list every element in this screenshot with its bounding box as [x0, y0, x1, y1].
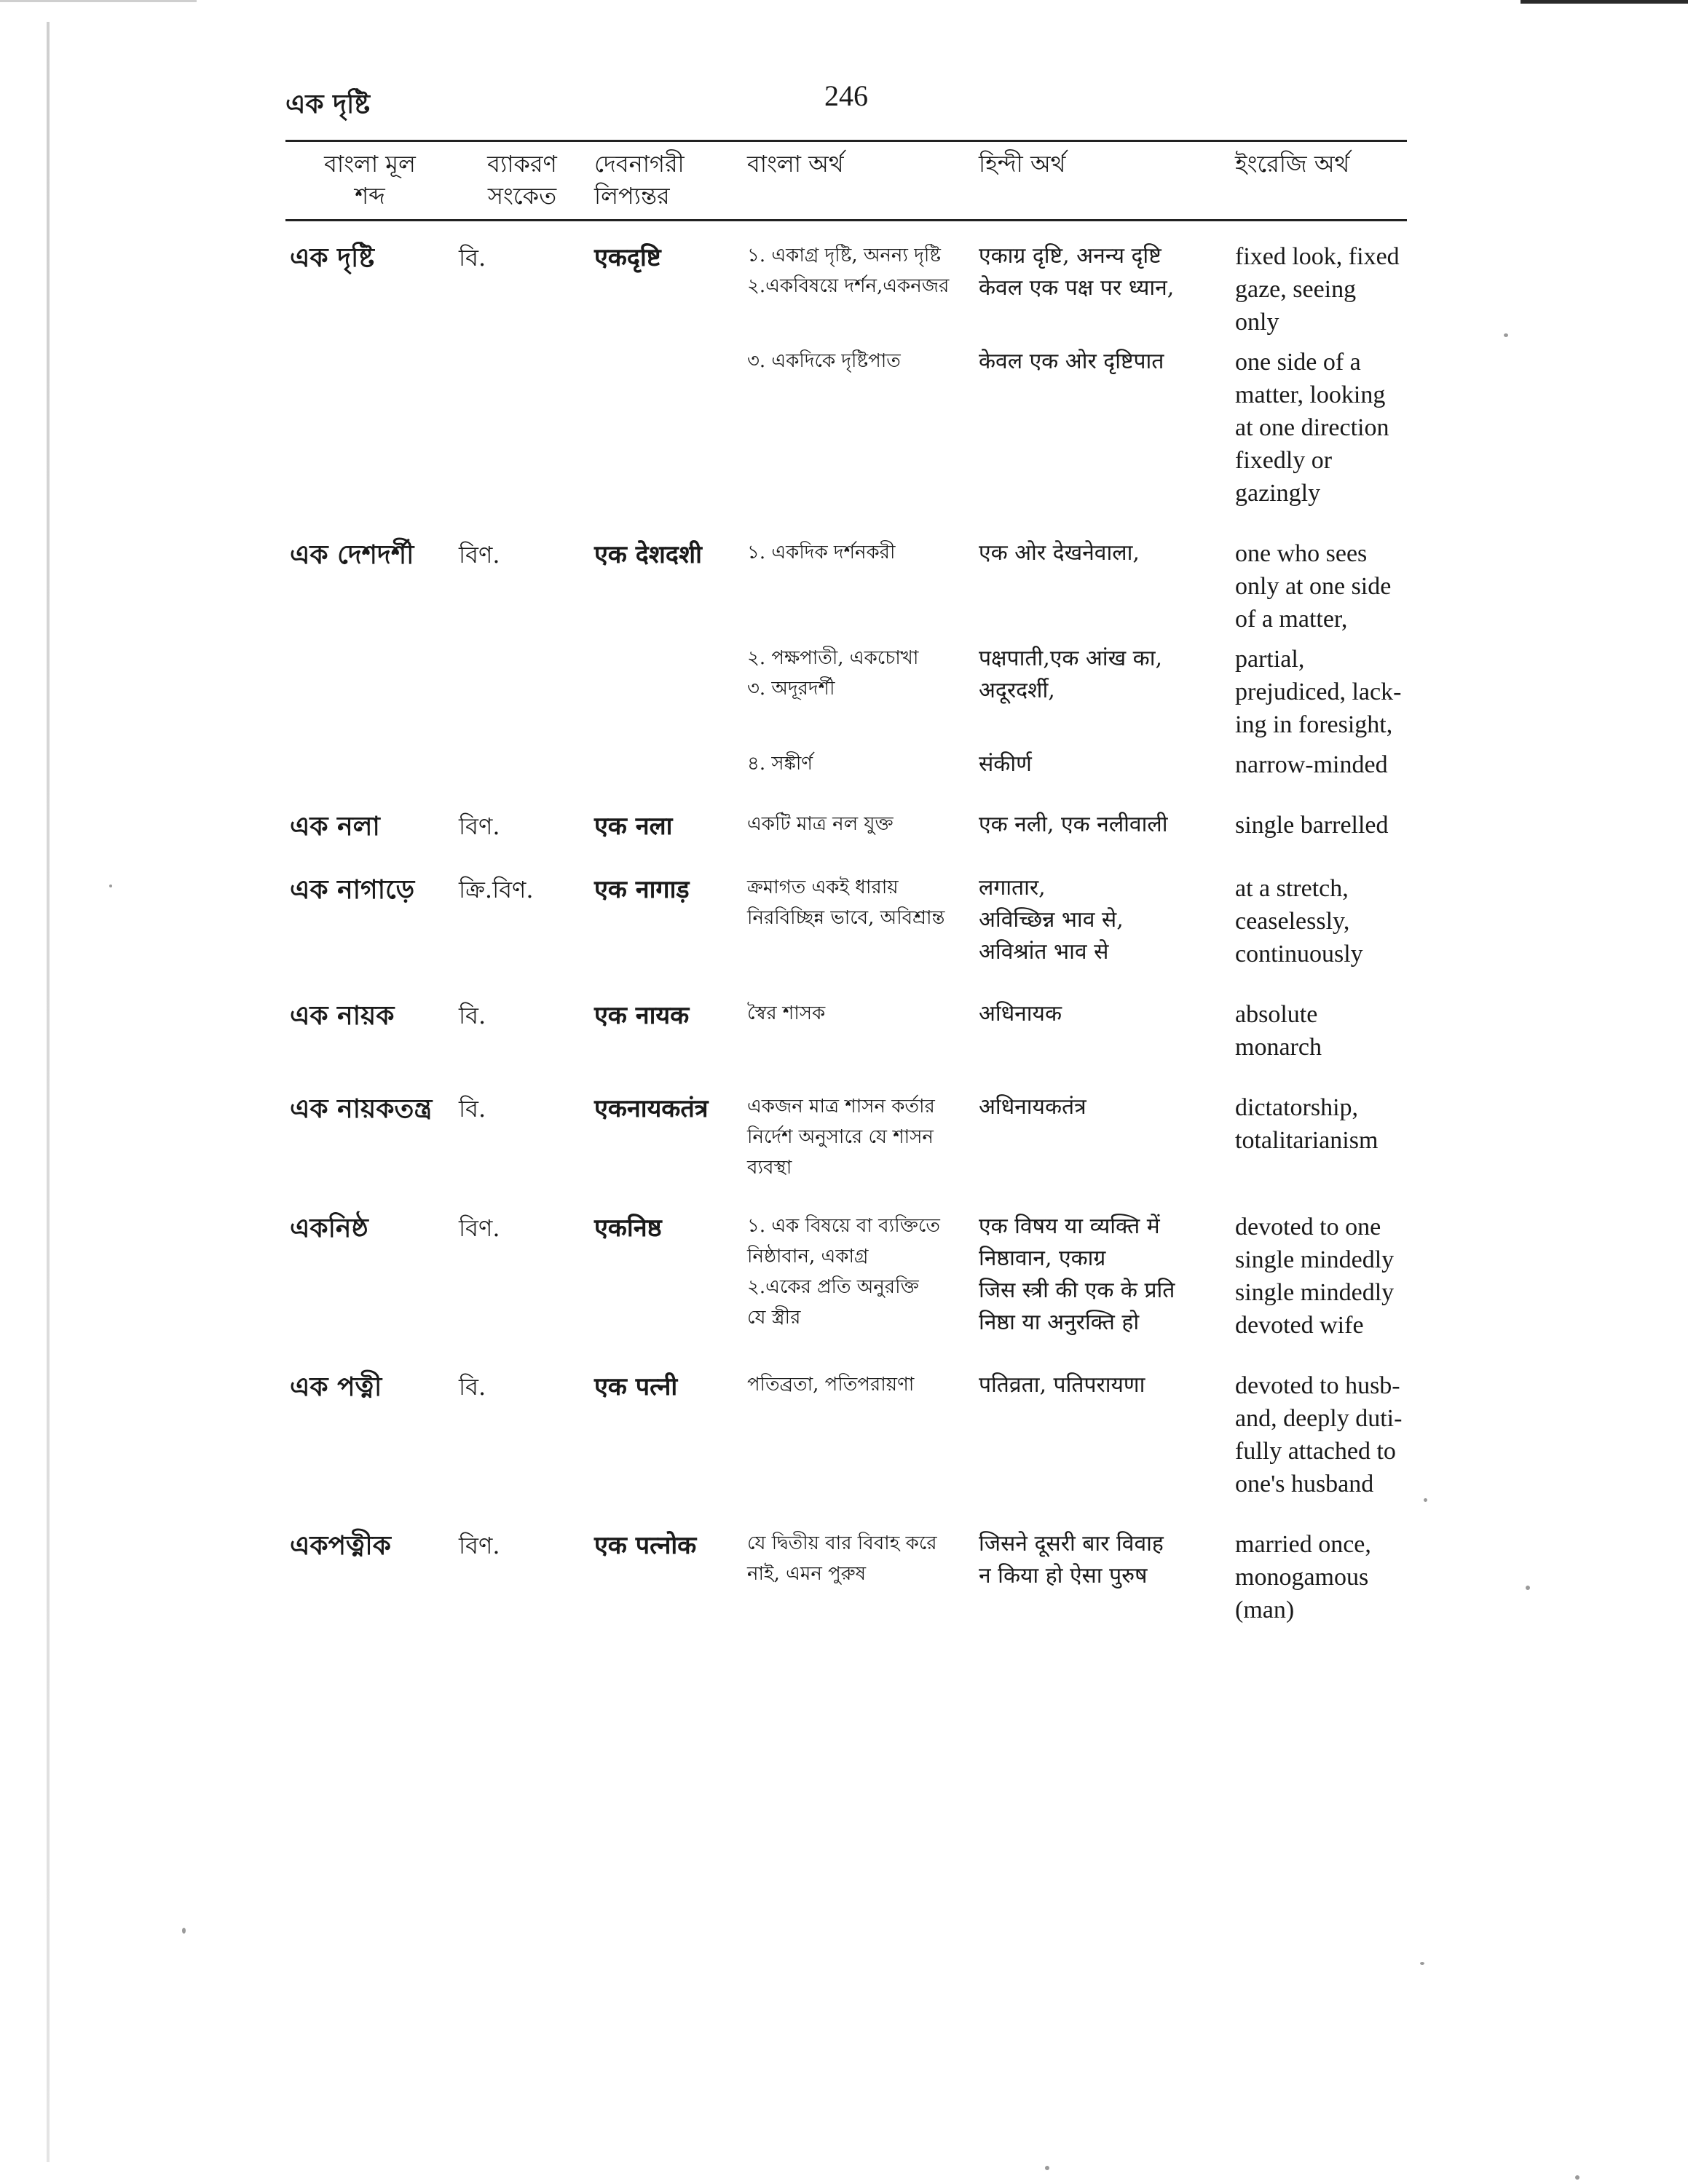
- table-row: [285, 1342, 1407, 1500]
- devanagari-transliteration: एक देशदशी: [594, 540, 702, 569]
- bengali-headword: এক নায়কতন্ত্র: [290, 1093, 433, 1124]
- bn-line: পতিব্রতা, পতিপরায়ণা: [747, 1374, 915, 1396]
- scan-speck: [1420, 1962, 1424, 1965]
- scan-speck: [1575, 2175, 1579, 2180]
- bn-line: ৪. সঙ্কীর্ণ: [747, 753, 813, 775]
- bn-line: ২.একের প্রতি অনুরক্তি: [747, 1276, 919, 1298]
- en-line: one's husband: [1235, 1471, 1374, 1497]
- hi-line: पक्षपाती,एक आंख का,: [979, 646, 1163, 671]
- bengali-headword-cell: [285, 510, 454, 636]
- column-header-hindi-meaning: হিন্দী অর্থ: [974, 141, 1231, 221]
- devanagari-transliteration: एक नायक: [594, 1001, 690, 1030]
- bn-line: ১. একদিক দর্শনকরী: [747, 542, 896, 563]
- english-meaning-cell: [1231, 1183, 1407, 1342]
- hi-line: न किया हो ऐसा पुरुष: [979, 1563, 1148, 1588]
- devanagari-cell: [590, 844, 743, 970]
- devanagari-cell: [590, 781, 743, 844]
- bengali-headword: এক নলা: [290, 811, 380, 842]
- table-row: [285, 1500, 1407, 1626]
- en-line: ceaselessly,: [1235, 908, 1350, 935]
- bengali-headword: এক নাগাড়ে: [290, 874, 415, 905]
- hi-line: अविच्छिन्न भाव से,: [979, 907, 1124, 933]
- grammar-label: বিণ.: [459, 1214, 500, 1242]
- bn-line: ১. এক বিষয়ে বা ব্যক্তিতে: [747, 1215, 940, 1237]
- bengali-headword: এক নায়ক: [290, 1000, 395, 1031]
- devanagari-cell: [590, 1064, 743, 1183]
- english-meaning-cell: [1231, 970, 1407, 1064]
- en-line: married once,: [1235, 1531, 1371, 1558]
- bengali-meaning-cell: [743, 741, 974, 781]
- hi-line: एक नली, एक नलीवाली: [979, 812, 1168, 837]
- hi-line: केवल एक ओर दृष्टिपात: [979, 349, 1164, 374]
- devanagari-cell: [590, 1183, 743, 1342]
- scan-edge-left: [47, 22, 50, 2162]
- en-line: fixedly or: [1235, 447, 1333, 474]
- grammar-cell: [454, 741, 590, 781]
- en-line: monarch: [1235, 1034, 1322, 1061]
- bengali-meaning-cell: [743, 1064, 974, 1183]
- en-line: one who sees: [1235, 540, 1368, 567]
- en-line: of a matter,: [1235, 606, 1348, 633]
- english-meaning-cell: [1231, 1500, 1407, 1626]
- hi-line: एकाग्र दृष्टि, अनन्य दृष्टि: [979, 243, 1162, 269]
- bengali-meaning-cell: [743, 1500, 974, 1626]
- hi-line: अदूरदर्शी,: [979, 678, 1055, 703]
- bengali-meaning-cell: [743, 970, 974, 1064]
- en-line: prejudiced, lack-: [1235, 678, 1402, 705]
- devanagari-cell: [590, 970, 743, 1064]
- en-line: fixed look, fixed: [1235, 243, 1400, 270]
- en-line: matter, looking: [1235, 381, 1386, 408]
- bengali-headword-cell: [285, 1064, 454, 1183]
- devanagari-cell: [590, 636, 743, 741]
- en-line: dictatorship,: [1235, 1094, 1359, 1121]
- en-line: monogamous: [1235, 1564, 1369, 1591]
- bengali-meaning-cell: [743, 844, 974, 970]
- grammar-label: বিণ.: [459, 1532, 500, 1559]
- bn-line: নির্দেশ অনুসারে যে শাসন: [747, 1126, 934, 1148]
- en-line: single mindedly: [1235, 1279, 1395, 1306]
- bengali-meaning-cell: [743, 1342, 974, 1500]
- devanagari-transliteration: एक नागाड़: [594, 875, 690, 904]
- grammar-cell: [454, 636, 590, 741]
- column-header-bengali-meaning: বাংলা অর্থ: [743, 141, 974, 221]
- hindi-meaning-cell: [974, 1500, 1231, 1626]
- hi-line: संकीर्ण: [979, 751, 1032, 777]
- devanagari-transliteration: एक पत्नी: [594, 1372, 678, 1401]
- scan-edge-top-left: [0, 0, 197, 2]
- bengali-meaning-cell: [743, 221, 974, 339]
- table-body: [285, 221, 1407, 1627]
- devanagari-cell: [590, 510, 743, 636]
- devanagari-cell: [590, 741, 743, 781]
- bengali-meaning-cell: [743, 510, 974, 636]
- bengali-headword-cell: [285, 1342, 454, 1500]
- grammar-cell: [454, 510, 590, 636]
- bengali-headword: এক দৃষ্টি: [290, 242, 374, 273]
- bengali-headword: একনিষ্ঠ: [290, 1213, 368, 1243]
- page-number: 246: [824, 79, 868, 112]
- bn-line: নিষ্ঠাবান, একাগ্র: [747, 1246, 869, 1267]
- grammar-cell: [454, 1500, 590, 1626]
- hi-line: निष्ठा या अनुरक्ति हो: [979, 1310, 1140, 1335]
- bn-line: ব্যবস্থা: [747, 1157, 792, 1179]
- bengali-meaning-cell: [743, 1183, 974, 1342]
- hi-line: पतिव्रता, पतिपरायणा: [979, 1372, 1145, 1398]
- en-line: gaze, seeing: [1235, 276, 1357, 303]
- en-line: at a stretch,: [1235, 875, 1349, 902]
- scan-speck: [1424, 1498, 1427, 1502]
- bengali-headword-cell: [285, 1183, 454, 1342]
- bn-line: ১. একাগ্র দৃষ্টি, অনন্য দৃষ্টি: [747, 245, 941, 266]
- dictionary-table: [285, 140, 1407, 1626]
- devanagari-transliteration: एक पत्नोक: [594, 1531, 697, 1560]
- hindi-meaning-cell: [974, 221, 1231, 339]
- english-meaning-cell: [1231, 741, 1407, 781]
- table-row: [285, 781, 1407, 844]
- grammar-cell: [454, 1342, 590, 1500]
- en-line: totalitarianism: [1235, 1127, 1379, 1154]
- bengali-headword-cell: [285, 636, 454, 741]
- hindi-meaning-cell: [974, 844, 1231, 970]
- grammar-label: বিণ.: [459, 812, 500, 840]
- devanagari-cell: [590, 339, 743, 510]
- bn-line: ২.একবিষয়ে দর্শন,একনজর: [747, 275, 950, 297]
- devanagari-cell: [590, 1342, 743, 1500]
- en-line: devoted to one: [1235, 1214, 1381, 1241]
- en-line: absolute: [1235, 1001, 1318, 1028]
- grammar-cell: [454, 221, 590, 339]
- english-meaning-cell: [1231, 1342, 1407, 1500]
- en-line: (man): [1235, 1597, 1295, 1623]
- bengali-headword-cell: [285, 741, 454, 781]
- hi-line: लगातार,: [979, 875, 1046, 901]
- en-line: narrow-minded: [1235, 751, 1388, 778]
- hi-line: अविश्रांत भाव से: [979, 939, 1109, 965]
- en-line: only: [1235, 309, 1279, 336]
- bengali-headword: এক দেশদর্শী: [290, 539, 414, 570]
- bengali-headword-cell: [285, 339, 454, 510]
- bn-line: যে দ্বিতীয় বার বিবাহ করে: [747, 1532, 937, 1554]
- devanagari-transliteration: एकनायकतंत्र: [594, 1094, 709, 1123]
- en-line: only at one side: [1235, 573, 1392, 600]
- hi-line: एक विषय या व्यक्ति में: [979, 1214, 1160, 1239]
- en-line: single mindedly: [1235, 1246, 1395, 1273]
- table-row: [285, 510, 1407, 636]
- bengali-headword-cell: [285, 970, 454, 1064]
- table-row-sense: [285, 741, 1407, 781]
- grammar-label: বি.: [459, 1095, 486, 1123]
- english-meaning-cell: [1231, 510, 1407, 636]
- grammar-cell: [454, 781, 590, 844]
- hindi-meaning-cell: [974, 781, 1231, 844]
- hi-line: अधिनायकतंत्र: [979, 1094, 1086, 1120]
- bengali-headword-cell: [285, 221, 454, 339]
- column-header-english-meaning: ইংরেজি অর্থ: [1231, 141, 1407, 221]
- grammar-label: বি.: [459, 244, 486, 272]
- table-row-sense: [285, 339, 1407, 510]
- english-meaning-cell: [1231, 781, 1407, 844]
- hindi-meaning-cell: [974, 339, 1231, 510]
- table-row: [285, 1183, 1407, 1342]
- english-meaning-cell: [1231, 636, 1407, 741]
- table-row: [285, 221, 1407, 339]
- en-line: at one direction: [1235, 414, 1389, 441]
- bn-line: নাই, এমন পুরুষ: [747, 1563, 867, 1585]
- grammar-label: বি.: [459, 1373, 486, 1401]
- en-line: devoted wife: [1235, 1312, 1364, 1339]
- grammar-cell: [454, 970, 590, 1064]
- en-line: continuously: [1235, 941, 1363, 968]
- hindi-meaning-cell: [974, 636, 1231, 741]
- bengali-meaning-cell: [743, 781, 974, 844]
- hindi-meaning-cell: [974, 1064, 1231, 1183]
- hindi-meaning-cell: [974, 741, 1231, 781]
- bengali-meaning-cell: [743, 636, 974, 741]
- scan-speck: [1526, 1586, 1530, 1590]
- english-meaning-cell: [1231, 844, 1407, 970]
- grammar-label: বি.: [459, 1002, 486, 1029]
- grammar-cell: [454, 1183, 590, 1342]
- english-meaning-cell: [1231, 339, 1407, 510]
- devanagari-cell: [590, 1500, 743, 1626]
- grammar-label: বিণ.: [459, 541, 500, 569]
- bn-line: স্বৈর শাসক: [747, 1002, 826, 1024]
- column-header-bengali-word: বাংলা মূল শব্দ: [285, 141, 454, 221]
- hi-line: जिसने दूसरी बार विवाह: [979, 1531, 1164, 1556]
- scan-speck: [1045, 2166, 1049, 2170]
- bn-line: ক্রমাগত একই ধারায়: [747, 877, 899, 898]
- table-header: [285, 141, 1407, 221]
- bengali-headword: একপত্নীক: [290, 1530, 391, 1561]
- grammar-label: ক্রি.বিণ.: [459, 876, 534, 903]
- grammar-cell: [454, 844, 590, 970]
- table-row: [285, 1064, 1407, 1183]
- bengali-headword: এক পত্নী: [290, 1372, 382, 1402]
- bn-line: যে স্ত্রীর: [747, 1307, 801, 1329]
- hindi-meaning-cell: [974, 1183, 1231, 1342]
- table-row: [285, 970, 1407, 1064]
- english-meaning-cell: [1231, 1064, 1407, 1183]
- bengali-headword-cell: [285, 1500, 454, 1626]
- en-line: single barrelled: [1235, 812, 1389, 839]
- table-row: [285, 844, 1407, 970]
- running-head: এক দৃষ্টি: [285, 89, 370, 119]
- en-line: partial,: [1235, 646, 1305, 673]
- hindi-meaning-cell: [974, 510, 1231, 636]
- grammar-cell: [454, 339, 590, 510]
- devanagari-cell: [590, 221, 743, 339]
- table-row-sense: [285, 636, 1407, 741]
- scan-speck: [182, 1928, 186, 1934]
- bn-line: ২. পক্ষপাতী, একচোখা: [747, 647, 919, 669]
- grammar-cell: [454, 1064, 590, 1183]
- scan-speck: [109, 885, 112, 887]
- bengali-meaning-cell: [743, 339, 974, 510]
- bn-line: একটি মাত্র নল যুক্ত: [747, 813, 894, 835]
- bn-line: একজন মাত্র শাসন কর্তার: [747, 1096, 935, 1117]
- column-header-devanagari: দেবনাগরী লিপ্যন্তর: [590, 141, 743, 221]
- column-header-grammar: ব্যাকরণ সংকেত: [454, 141, 590, 221]
- bn-line: ৩. অদূরদর্শী: [747, 678, 835, 700]
- hi-line: केवल एक पक्ष पर ध्यान,: [979, 275, 1175, 301]
- devanagari-transliteration: एकदृष्टि: [594, 243, 661, 272]
- hindi-meaning-cell: [974, 1342, 1231, 1500]
- bn-line: ৩. একদিকে দৃষ্টিপাত: [747, 350, 901, 372]
- bengali-headword-cell: [285, 781, 454, 844]
- scan-speck: [1504, 333, 1508, 337]
- en-line: one side of a: [1235, 349, 1361, 376]
- hi-line: अधिनायक: [979, 1001, 1062, 1026]
- en-line: ing in foresight,: [1235, 711, 1393, 738]
- en-line: fully attached to: [1235, 1438, 1396, 1465]
- english-meaning-cell: [1231, 221, 1407, 339]
- bengali-headword-cell: [285, 844, 454, 970]
- en-line: gazingly: [1235, 480, 1321, 507]
- scan-edge-top-right: [1521, 0, 1688, 4]
- bn-line: নিরবিচ্ছিন্ন ভাবে, অবিশ্রান্ত: [747, 907, 945, 929]
- en-line: and, deeply duti-: [1235, 1405, 1403, 1432]
- hi-line: निष्ठावान, एकाग्र: [979, 1246, 1106, 1271]
- page-header: [285, 79, 1407, 122]
- devanagari-transliteration: एकनिष्ठ: [594, 1214, 662, 1243]
- hi-line: एक ओर देखनेवाला,: [979, 540, 1140, 566]
- hi-line: जिस स्त्री की एक के प्रति: [979, 1278, 1175, 1303]
- en-line: devoted to husb-: [1235, 1372, 1400, 1399]
- devanagari-transliteration: एक नला: [594, 812, 673, 841]
- hindi-meaning-cell: [974, 970, 1231, 1064]
